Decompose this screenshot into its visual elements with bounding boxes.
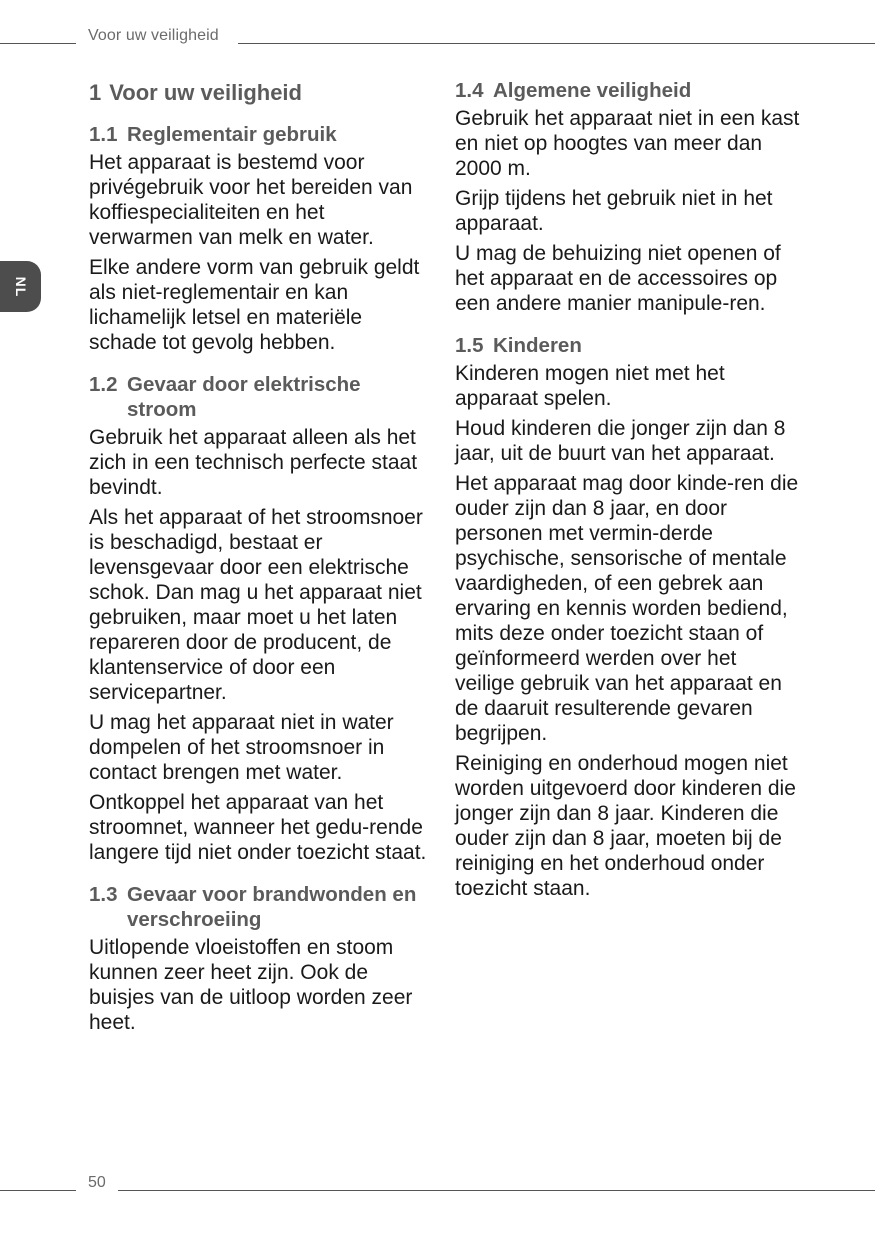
subsection-number: 1.4 (455, 79, 484, 102)
paragraph: Gebruik het apparaat niet in een kast en niet op hoogtes van meer dan 2000 m. (455, 107, 800, 180)
subsection-title: Gevaar voor brandwonden en verschroeiing (127, 883, 417, 931)
header-rule-right (238, 43, 875, 44)
paragraph: Het apparaat is bestemd voor privégebruik voor het bereiden van koffiespecialiteiten en het verwarmen van melk en water. (89, 151, 413, 249)
language-tab-label: NL (12, 276, 29, 297)
subsection-number: 1.2 (89, 373, 118, 396)
paragraph: U mag de behuizing niet openen of het apparaat en de accessoires op een andere manier manipule-ren. (455, 242, 781, 315)
paragraph: Ontkoppel het apparaat van het stroomnet, wanneer het gedu-rende langere tijd niet onder toezicht staat. (89, 791, 427, 864)
paragraph: Als het apparaat of het stroomsnoer is beschadigd, bestaat er levensgevaar door een elektrische schok. Dan mag u het apparaat niet gebruiken, maar moet u het laten repareren door de producent, de klantenservice of door een servicepartner. (89, 506, 423, 704)
paragraph: Elke andere vorm van gebruik geldt als niet-reglementair en kan lichamelijk letsel en materiële schade tot gevolg hebben. (89, 256, 420, 354)
header-rule-left (0, 43, 76, 44)
paragraph: Grijp tijdens het gebruik niet in het apparaat. (455, 187, 773, 235)
subsection-number: 1.3 (89, 883, 118, 906)
subsection-title: Algemene veiligheid (493, 79, 692, 102)
subsection-title: Kinderen (493, 334, 582, 357)
footer-rule-right (118, 1190, 875, 1191)
section-title: Voor uw veiligheid (109, 80, 302, 105)
subsection-title: Reglementair gebruik (127, 123, 337, 146)
page-footer (0, 1174, 875, 1196)
left-column (89, 78, 434, 1040)
subsection-number: 1.1 (89, 123, 118, 146)
paragraph: Het apparaat mag door kinde-ren die ouder zijn dan 8 jaar, en door personen met vermin-derde psychische, sensorische of mentale vaardigheden, of een gebrek aan ervaring en kennis worden bediend, mits deze onder toezicht staan of geïnformeerd werden over het veilige gebruik van het apparaat en de daaruit resulterende gevaren begrijpen. (455, 472, 799, 745)
section-number: 1 (89, 80, 102, 105)
paragraph: Uitlopende vloeistoffen en stoom kunnen zeer heet zijn. Ook de buisjes van de uitloop worden zeer heet. (89, 936, 413, 1034)
right-column (455, 78, 800, 906)
page-header (0, 26, 875, 48)
paragraph: Kinderen mogen niet met het apparaat spelen. (455, 362, 725, 410)
subsection-heading-1-3 (89, 882, 434, 932)
subsection-title: Gevaar door elektrische stroom (127, 373, 361, 421)
language-tab (0, 261, 41, 312)
paragraph: Gebruik het apparaat alleen als het zich in een technisch perfecte staat bevindt. (89, 426, 418, 499)
section-heading-1 (89, 78, 434, 108)
paragraph: Reiniging en onderhoud mogen niet worden uitgevoerd door kinderen die jonger zijn dan 8 jaar. Kinderen die ouder zijn dan 8 jaar, moeten bij de reiniging en het onderhoud onder toezicht staan. (455, 752, 796, 900)
paragraph: Houd kinderen die jonger zijn dan 8 jaar, uit de buurt van het apparaat. (455, 417, 786, 465)
page-number: 50 (88, 1174, 106, 1191)
paragraph: U mag het apparaat niet in water dompelen of het stroomsnoer in contact brengen met water. (89, 711, 394, 784)
subsection-heading-1-4 (455, 78, 800, 103)
subsection-heading-1-2 (89, 372, 434, 422)
subsection-heading-1-5 (455, 333, 800, 358)
subsection-heading-1-1 (89, 122, 434, 147)
header-title: Voor uw veiligheid (88, 27, 219, 44)
footer-rule-left (0, 1190, 76, 1191)
subsection-number: 1.5 (455, 334, 484, 357)
